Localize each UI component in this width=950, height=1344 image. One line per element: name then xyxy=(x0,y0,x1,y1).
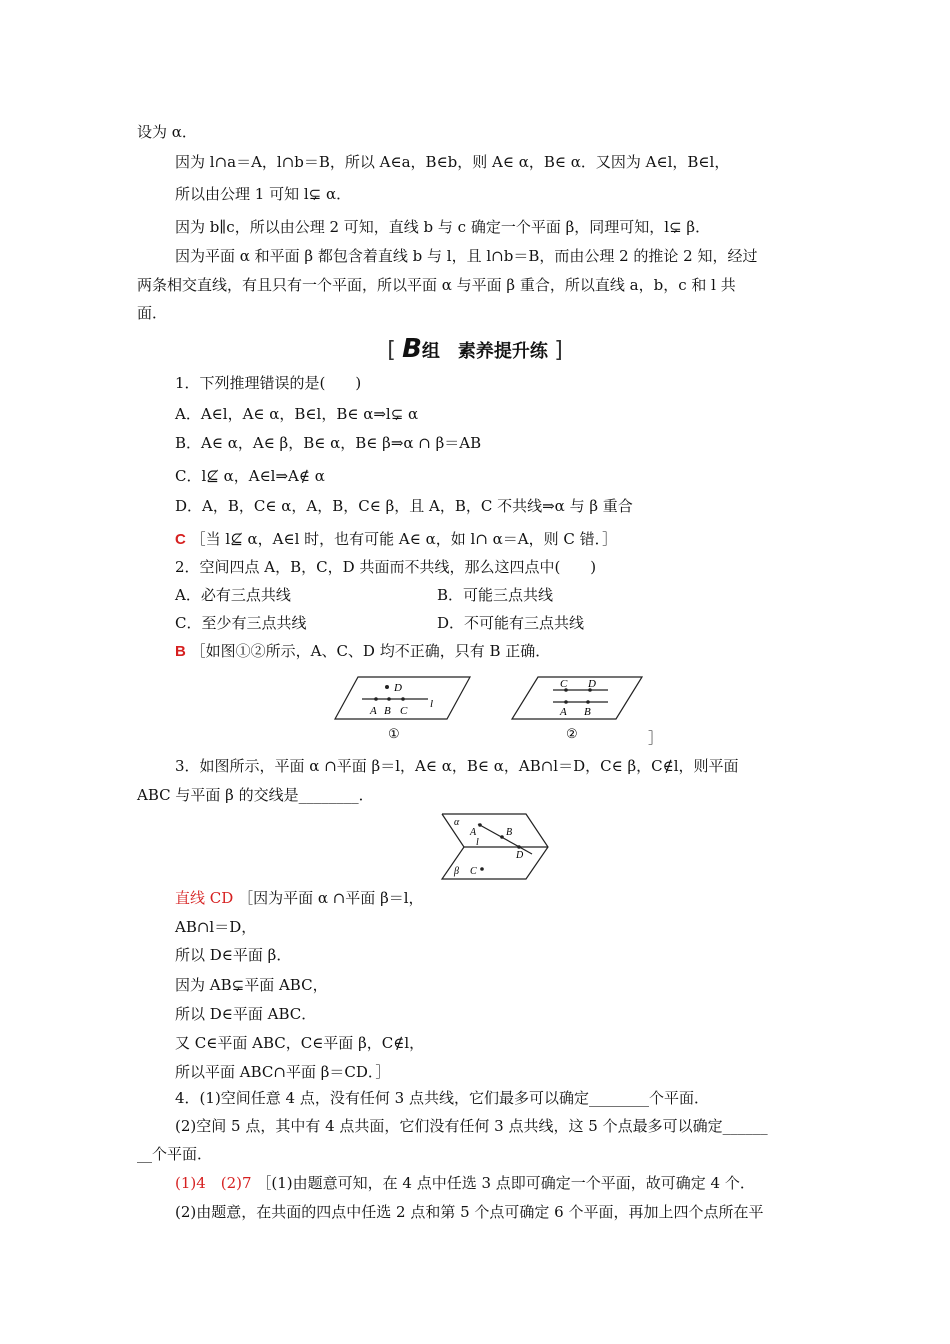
answer-explanation: ［因为平面 α ∩平面 β＝l， xyxy=(238,889,424,907)
label-A: A xyxy=(370,705,377,717)
question-stem: __个平面． xyxy=(137,1145,213,1163)
answer-text: 直线 CD xyxy=(175,889,234,907)
label-D: D xyxy=(394,682,402,694)
label-D: D xyxy=(588,678,596,690)
option: C．至少有三点共线 xyxy=(175,614,307,632)
text-line: 面． xyxy=(137,304,168,322)
point-D xyxy=(385,685,389,689)
group-letter: B xyxy=(402,334,422,364)
explanation-line: 因为 AB⊊平面 ABC， xyxy=(175,976,328,994)
point-A xyxy=(478,823,482,827)
section-header xyxy=(0,334,950,364)
label-l: l xyxy=(430,698,434,710)
closing-bracket: ］ xyxy=(648,729,664,747)
answer-line xyxy=(175,529,617,550)
label-alpha: α xyxy=(454,817,460,828)
figure-3 xyxy=(440,812,552,882)
option: D．不可能有三点共线 xyxy=(437,614,585,632)
caption-1: ① xyxy=(388,726,400,741)
label-C: C xyxy=(560,678,568,690)
figure-2 xyxy=(508,672,648,742)
label-beta: β xyxy=(454,866,459,877)
plane-shape xyxy=(512,677,642,719)
label-C: C xyxy=(400,705,408,717)
question-stem: ABC 与平面 β 的交线是________． xyxy=(137,786,374,804)
text-line: 因为 l∩a＝A，l∩b＝B，所以 A∈a，B∈b，则 A∈ α，B∈ α．又因为 A∈l，B∈l， xyxy=(175,153,730,171)
text-line: 所以由公理 1 可知 l⊊ α． xyxy=(175,185,352,203)
point-C xyxy=(401,697,405,701)
figure-1 xyxy=(330,672,475,742)
label-B: B xyxy=(384,705,391,717)
answer-explanation: ［如图①②所示，A、C、D 均不正确，只有 B 正确． xyxy=(190,642,551,660)
explanation-line: 又 C∈平面 ABC，C∈平面 β，C∉l， xyxy=(175,1034,425,1052)
option: A．必有三点共线 xyxy=(175,586,291,604)
text-line: 设为 α． xyxy=(137,123,197,141)
label-D: D xyxy=(516,850,524,861)
caption-2: ② xyxy=(566,726,578,741)
point-A xyxy=(374,697,378,701)
line-AB xyxy=(478,824,532,854)
explanation-line: 所以平面 ABC∩平面 β＝CD．］ xyxy=(175,1063,391,1081)
answer-line xyxy=(175,641,550,662)
answer-line xyxy=(175,888,424,908)
point-A xyxy=(564,700,568,704)
answer-letter: B xyxy=(175,643,186,660)
point-D xyxy=(517,845,521,849)
answer-letter: C xyxy=(175,531,186,548)
answer-text: (1)4 (2)7 xyxy=(175,1174,252,1192)
answer-line xyxy=(175,1173,755,1193)
point-B xyxy=(586,700,590,704)
point-C xyxy=(480,867,484,871)
answer-explanation: ［当 l⊈ α，A∈l 时，也有可能 A∈ α，如 l∩ α＝A，则 C 错．］ xyxy=(190,530,618,548)
label-B: B xyxy=(584,706,591,718)
explanation-line: AB∩l＝D， xyxy=(175,918,257,936)
question-stem: (2)空间 5 点，其中有 4 点共面，它们没有任何 3 点共线，这 5 个点最多可以确定______ xyxy=(175,1117,768,1135)
explanation-line: 所以 D∈平面 β． xyxy=(175,946,292,964)
label-A: A xyxy=(560,706,567,718)
question-stem: 4．(1)空间任意 4 点，没有任何 3 点共线，它们最多可以确定________个平面． xyxy=(175,1089,709,1107)
option: B．A∈ α，A∈ β，B∈ α，B∈ β⇒α ∩ β＝AB xyxy=(175,434,482,452)
option: D．A，B，C∈ α，A，B，C∈ β，且 A，B，C 不共线⇒α 与 β 重合 xyxy=(175,497,633,515)
bracket-left: [ xyxy=(387,338,396,363)
label-A: A xyxy=(470,827,477,838)
text-line: 因为 b∥c，所以由公理 2 可知，直线 b 与 c 确定一个平面 β，同理可知，l⊊ β． xyxy=(175,218,711,236)
explanation-line: 所以 D∈平面 ABC． xyxy=(175,1005,317,1023)
option: A．A∈l，A∈ α，B∈l，B∈ α⇒l⊊ α xyxy=(175,405,419,423)
point-B xyxy=(387,697,391,701)
label-l: l xyxy=(476,837,479,848)
text-line: 两条相交直线，有且只有一个平面，所以平面 α 与平面 β 重合，所以直线 a，b，c 和 l 共 xyxy=(137,276,736,294)
answer-explanation: ［(1)由题意可知，在 4 点中任选 3 点即可确定一个平面，故可确定 4 个． xyxy=(256,1174,755,1192)
label-C: C xyxy=(470,866,477,877)
question-stem: 2．空间四点 A，B，C，D 共面而不共线，那么这四点中( ) xyxy=(175,558,597,576)
bracket-right: ] xyxy=(554,338,563,363)
question-stem: 1．下列推理错误的是( ) xyxy=(175,374,362,392)
explanation-line: (2)由题意，在共面的四点中任选 2 点和第 5 个点可确定 6 个平面，再加上四个点所在平 xyxy=(175,1203,764,1221)
point-B xyxy=(500,835,504,839)
label-B: B xyxy=(506,827,513,838)
option: B．可能三点共线 xyxy=(437,586,554,604)
text-line: 因为平面 α 和平面 β 都包含着直线 b 与 l，且 l∩b＝B，而由公理 2 的推论 2 知，经过 xyxy=(175,247,758,265)
option: C．l⊈ α，A∈l⇒A∉ α xyxy=(175,467,325,485)
question-stem: 3．如图所示，平面 α ∩平面 β＝l，A∈ α，B∈ α，AB∩l＝D，C∈ β，C∉l，则平面 xyxy=(175,757,739,775)
section-title: 组 素养提升练 xyxy=(421,341,548,362)
